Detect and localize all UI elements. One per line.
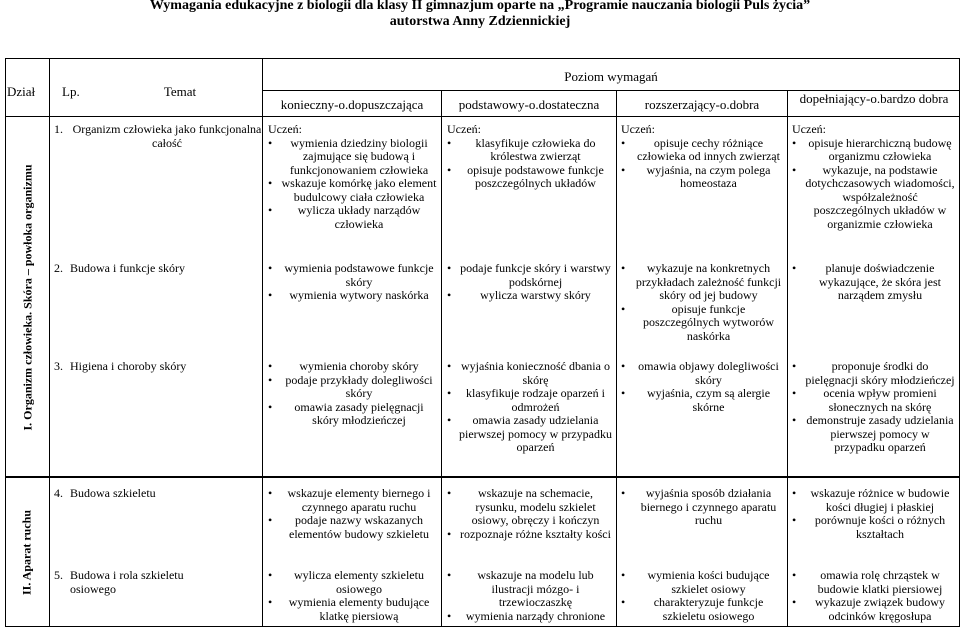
row2-temat: Budowa i funkcje skóry — [70, 261, 185, 275]
row5-lp: 5. — [54, 568, 63, 582]
row1-p — [447, 123, 612, 191]
row1-p-item: • opisuje podstawowe funkcje poszczególnych układów — [447, 164, 612, 191]
section-label-1: I. Organizm człowieka. Skóra – powłoka organizmu — [20, 164, 35, 431]
row5-k — [268, 569, 438, 623]
row3-lp: 3. — [54, 359, 63, 373]
row5-r — [621, 569, 784, 623]
table-top-border — [5, 58, 960, 59]
row2-p-item: • podaje funkcje skóry i warstwy podskórnej — [447, 262, 612, 289]
row3-p-item: • omawia zasady udzielania pierwszej pomocy w przypadku oparzeń — [447, 414, 612, 455]
row2-r — [621, 262, 784, 343]
row2-lp: 2. — [54, 261, 63, 275]
row2-k-item: • wymienia wytwory naskórka — [268, 289, 438, 303]
row1-k-item: • wymienia dziedziny biologii zajmujące się budową i funkcjonowaniem człowieka — [268, 137, 438, 178]
row4-p-item: • rozpoznaje różne kształty kości — [447, 528, 612, 542]
row1-p-item: • klasyfikuje człowieka do królestwa zwierząt — [447, 137, 612, 164]
row3-d — [792, 360, 956, 455]
row1-k-label: Uczeń: — [268, 122, 302, 136]
header-level-d: dopełniający-o.bardzo dobra — [799, 91, 949, 106]
row1-d — [792, 123, 956, 231]
header-temat: Temat — [163, 84, 197, 99]
row4-r-item: • wyjaśnia sposób działania biernego i czynnego aparatu ruchu — [621, 487, 784, 528]
row2-r-item: • wykazuje na konkretnych przykładach zależność funkcji skóry od jej budowy — [621, 262, 784, 303]
col-border-temat — [262, 58, 263, 627]
row3-p-item: • klasyfikuje rodzaje oparzeń i odmrożeń — [447, 387, 612, 414]
row5-p-item: • wskazuje na modelu lub ilustracji mózgo- i trzewioczaszkę — [447, 569, 612, 610]
row3-p — [447, 360, 612, 455]
row1-d-item: • opisuje hierarchiczną budowę organizmu człowieka — [792, 137, 956, 164]
col-border-k — [441, 90, 442, 627]
row5-p — [447, 569, 612, 623]
row2-k — [268, 262, 438, 303]
row1-r-label: Uczeń: — [621, 122, 655, 136]
header-poziom: Poziom wymagań — [564, 69, 658, 84]
row3-r — [621, 360, 784, 414]
row3-d-item: • demonstruje zasady udzielania pierwszej pomocy w przypadku oparzeń — [792, 414, 956, 455]
row3-d-item: • ocenia wpływ promieni słonecznych na skórę — [792, 387, 956, 414]
row5-d — [792, 569, 956, 623]
row4-k — [268, 487, 438, 541]
row4-d-item: • porównuje kości o różnych kształtach — [792, 514, 956, 541]
row5-temat: Budowa i rola szkieletu osiowego — [70, 568, 184, 596]
row2-p — [447, 262, 612, 303]
col-border-left — [5, 58, 6, 627]
row1-p-label: Uczeń: — [447, 122, 481, 136]
row4-k-item: • podaje nazwy wskazanych elementów budowy szkieletu — [268, 514, 438, 541]
document-subtitle: autorstwa Anny Zdziennickiej — [389, 14, 571, 29]
row2-k-item: • wymienia podstawowe funkcje skóry — [268, 262, 438, 289]
row2-p-item: • wylicza warstwy skóry — [447, 289, 612, 303]
row2-d — [792, 262, 956, 303]
row3-p-item: • wyjaśnia konieczność dbania o skórę — [447, 360, 612, 387]
row4-d — [792, 487, 956, 541]
row1-r-item: • wyjaśnia, na czym polega homeostaza — [621, 164, 784, 191]
header-level-r: rozszerzający-o.dobra — [644, 97, 760, 112]
row3-r-item: • wyjaśnia, czym są alergie skórne — [621, 387, 784, 414]
row4-d-item: • wskazuje różnice w budowie kości długiej i płaskiej — [792, 487, 956, 514]
header-lp: Lp. — [62, 84, 80, 99]
header-level-k: konieczny-o.dopuszczająca — [280, 97, 424, 112]
row5-k-item: • wymienia elementy budujące klatkę piersiową — [268, 596, 438, 623]
row5-d-item: • omawia rolę chrząstek w budowie klatki piersiowej — [792, 569, 956, 596]
row3-r-item: • omawia objawy dolegliwości skóry — [621, 360, 784, 387]
col-border-p — [616, 90, 617, 627]
col-border-dzial — [49, 58, 50, 627]
row1-r-item: • opisuje cechy różniące człowieka od innych zwierząt — [621, 137, 784, 164]
row5-k-item: • wylicza elementy szkieletu osiowego — [268, 569, 438, 596]
row2-d-item: • planuje doświadczenie wykazujące, że skóra jest narządem zmysłu — [792, 262, 956, 303]
document-title: Wymagania edukacyjne z biologii dla klasy II gimnazjum oparte na „Programie nauczania biologii Puls życia” — [149, 0, 811, 13]
header-bottom-border — [5, 116, 960, 117]
row4-k-item: • wskazuje elementy biernego i czynnego aparatu ruchu — [268, 487, 438, 514]
row4-p — [447, 487, 612, 541]
row5-d-item: • wykazuje związek budowy odcinków kręgosłupa — [792, 596, 956, 623]
row4-r — [621, 487, 784, 528]
row3-temat: Higiena i choroby skóry — [70, 359, 187, 373]
row2-r-item: • opisuje funkcje poszczególnych wytworów naskórka — [621, 303, 784, 344]
row1-r — [621, 123, 784, 191]
row5-r-item: • charakteryzuje funkcje szkieletu osiowego — [621, 596, 784, 623]
col-border-r — [787, 90, 788, 627]
section-divider — [5, 476, 960, 478]
row4-lp: 4. — [54, 486, 63, 500]
row1-d-label: Uczeń: — [792, 122, 826, 136]
row1-lp: 1. — [54, 122, 63, 136]
row1-k — [268, 123, 438, 231]
header-dzial: Dział — [7, 84, 36, 99]
row4-p-item: • wskazuje na schemacie, rysunku, modelu szkielet osiowy, obręczy i kończyn — [447, 487, 612, 528]
row4-temat: Budowa szkieletu — [70, 486, 156, 500]
row3-d-item: • proponuje środki do pielęgnacji skóry młodzieńczej — [792, 360, 956, 387]
row5-r-item: • wymienia kości budujące szkielet osiowy — [621, 569, 784, 596]
header-level-p: podstawowy-o.dostateczna — [458, 97, 600, 112]
row1-k-item: • wylicza układy narządów człowieka — [268, 204, 438, 231]
row3-k-item: • omawia zasady pielęgnacji skóry młodzieńczej — [268, 401, 438, 428]
row1-d-item: • wykazuje, na podstawie dotychczasowych wiadomości, współzależność poszczególnych układów w organizmie człowieka — [792, 164, 956, 232]
row3-k-item: • podaje przykłady dolegliwości skóry — [268, 374, 438, 401]
row1-temat: Organizm człowieka jako funkcjonalna całość — [72, 122, 262, 150]
row5-p-item: • wymienia narządy chronione — [447, 610, 612, 624]
row1-k-item: • wskazuje komórkę jako element budulcowy ciała człowieka — [268, 177, 438, 204]
section-label-2: II. Aparat ruchu — [19, 510, 34, 596]
row3-k-item: • wymienia choroby skóry — [268, 360, 438, 374]
row3-k — [268, 360, 438, 428]
